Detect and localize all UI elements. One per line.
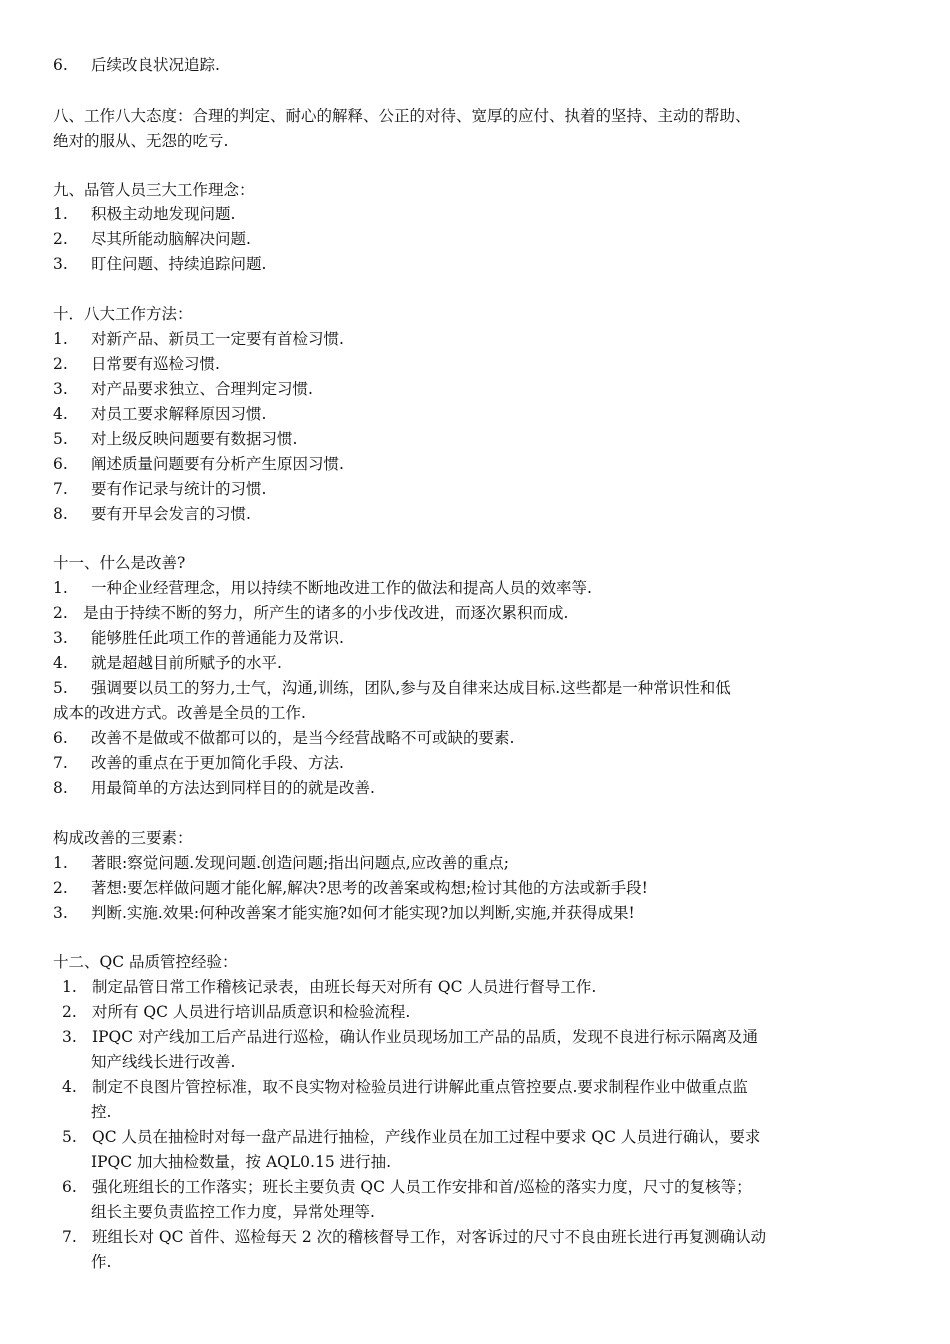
list-item	[53, 676, 913, 701]
item-text: IPQC 对产线加工后产品进行巡检，确认作业员现场加工产品的品质，发现不良进行标示隔离及通	[92, 1028, 759, 1046]
list-item	[53, 726, 913, 751]
item-number: 1.	[53, 205, 68, 223]
list-item	[53, 901, 913, 926]
section-8-line-2: 绝对的服从、无怨的吃亏.	[53, 132, 229, 150]
section-9-title: 九、品管人员三大工作理念：	[53, 181, 255, 199]
list-item	[53, 327, 913, 352]
list-item	[53, 452, 913, 477]
item-number: 3.	[53, 629, 68, 647]
list-item-continuation	[53, 701, 913, 726]
item-text: QC 人员在抽检时对每一盘产品进行抽检，产线作业员在加工过程中要求 QC 人员进行确认，要求	[92, 1128, 761, 1146]
item-number: 3.	[53, 255, 68, 273]
list-item-continuation: 组长主要负责监控工作力度，异常处理等.	[91, 1203, 375, 1221]
list-item	[53, 352, 913, 377]
item-text: 要有作记录与统计的习惯.	[91, 480, 267, 498]
item-number: 7.	[53, 480, 68, 498]
item-text: 后续改良状况追踪.	[91, 56, 220, 74]
list-item	[53, 502, 913, 527]
item-number: 8.	[53, 779, 68, 797]
list-item	[53, 601, 913, 626]
item-number: 4.	[53, 405, 68, 423]
item-number: 2.	[53, 604, 68, 622]
item-number: 6.	[62, 1178, 77, 1196]
list-item	[53, 751, 913, 776]
item-number: 3.	[62, 1028, 77, 1046]
list-item	[53, 252, 913, 277]
list-item	[62, 1025, 922, 1050]
list-item	[62, 1175, 922, 1200]
item-number: 7.	[62, 1228, 77, 1246]
list-item	[53, 876, 913, 901]
item-number: 8.	[53, 505, 68, 523]
item-text: 强化班组长的工作落实；班长主要负责 QC 人员工作安排和首/巡检的落实力度，尺寸的复核等；	[92, 1178, 752, 1196]
list-item	[53, 477, 913, 502]
item-number: 4.	[62, 1078, 77, 1096]
item-text: 就是超越目前所赋予的水平.	[91, 654, 282, 672]
section-11-title: 十一、什么是改善?	[53, 554, 186, 572]
item-text: 改善的重点在于更加简化手段、方法.	[91, 754, 344, 772]
list-item	[53, 576, 913, 601]
improvement-elements-title: 构成改善的三要素：	[53, 829, 193, 847]
list-item	[62, 975, 922, 1000]
item-text: 尽其所能动脑解决问题.	[91, 230, 251, 248]
list-item	[62, 1075, 922, 1100]
item-text: 改善不是做或不做都可以的，是当今经营战略不可或缺的要素.	[91, 729, 515, 747]
list-item	[53, 851, 913, 876]
item-number: 2.	[53, 879, 68, 897]
item-text: 制定不良图片管控标准，取不良实物对检验员进行讲解此重点管控要点.要求制程作业中做重点监	[92, 1078, 748, 1096]
item-text: 盯住问题、持续追踪问题.	[91, 255, 267, 273]
item-number: 2.	[62, 1003, 77, 1021]
item-number: 4.	[53, 654, 68, 672]
item-text: 一种企业经营理念，用以持续不断地改进工作的做法和提高人员的效率等.	[91, 579, 592, 597]
item-number: 2.	[53, 230, 68, 248]
list-item	[62, 1125, 922, 1150]
item-text: 积极主动地发现问题.	[91, 205, 236, 223]
list-item	[53, 377, 913, 402]
item-text: 对员工要求解释原因习惯.	[91, 405, 267, 423]
section-8-line-1: 八、工作八大态度：合理的判定、耐心的解释、公正的对待、宽厚的应付、执着的坚持、主动的帮助、	[53, 107, 751, 125]
list-item	[53, 776, 913, 801]
list-item	[53, 626, 913, 651]
list-item-continuation: 作.	[91, 1253, 112, 1271]
list-item	[53, 202, 913, 227]
list-item-continuation: 知产线线长进行改善.	[91, 1053, 236, 1071]
item-text: 对新产品、新员工一定要有首检习惯.	[91, 330, 344, 348]
item-number: 2.	[53, 355, 68, 373]
list-item	[62, 1225, 922, 1250]
item-number: 1.	[53, 579, 68, 597]
item-text: 用最简单的方法达到同样目的的就是改善.	[91, 779, 375, 797]
item-number: 7.	[53, 754, 68, 772]
item-text: 日常要有巡检习惯.	[91, 355, 220, 373]
item-text: 能够胜任此项工作的普通能力及常识.	[91, 629, 344, 647]
item-number: 6.	[53, 455, 68, 473]
item-number: 1.	[53, 854, 68, 872]
item-number: 5.	[53, 430, 68, 448]
list-item	[62, 1000, 922, 1025]
item-number: 1.	[62, 978, 77, 996]
item-number: 1.	[53, 330, 68, 348]
list-item	[53, 427, 913, 452]
list-item	[53, 227, 913, 252]
item-number: 6.	[53, 56, 68, 74]
list-item	[53, 651, 913, 676]
item-text: 要有开早会发言的习惯.	[91, 505, 251, 523]
item-number: 3.	[53, 380, 68, 398]
section-10-title: 十．八大工作方法：	[53, 305, 193, 323]
item-number: 3.	[53, 904, 68, 922]
item-text: 成本的改进方式。改善是全员的工作.	[53, 704, 306, 722]
item-text: 强调要以员工的努力,士气，沟通,训练，团队,参与及自律来达成目标.这些都是一种常识性和低	[91, 679, 731, 697]
list-item-continuation: IPQC 加大抽检数量，按 AQL0.15 进行抽.	[91, 1153, 392, 1171]
item-text: 阐述质量问题要有分析产生原因习惯.	[91, 455, 344, 473]
item-text: 班组长对 QC 首件、巡检每天 2 次的稽核督导工作，对客诉过的尺寸不良由班长进行再复测确认动	[92, 1228, 767, 1246]
item-text: 是由于持续不断的努力，所产生的诸多的小步伐改进，而逐次累积而成.	[83, 604, 569, 622]
list-item	[53, 402, 913, 427]
list-item	[53, 53, 913, 78]
item-text: 著想:要怎样做问题才能化解,解决?思考的改善案或构想;检讨其他的方法或新手段!	[91, 879, 648, 897]
item-text: 著眼:察觉问题.发现问题.创造问题;指出问题点,应改善的重点;	[91, 854, 509, 872]
item-number: 5.	[53, 679, 68, 697]
item-number: 6.	[53, 729, 68, 747]
list-item-continuation: 控.	[91, 1103, 112, 1121]
item-text: 制定品管日常工作稽核记录表，由班长每天对所有 QC 人员进行督导工作.	[92, 978, 597, 996]
item-text: 对上级反映问题要有数据习惯.	[91, 430, 298, 448]
item-text: 对所有 QC 人员进行培训品质意识和检验流程.	[92, 1003, 411, 1021]
item-number: 5.	[62, 1128, 77, 1146]
item-text: 判断.实施.效果:何种改善案才能实施?如何才能实现?加以判断,实施,并获得成果!	[91, 904, 635, 922]
section-12-title: 十二、QC 品质管控经验：	[53, 953, 238, 971]
item-text: 对产品要求独立、合理判定习惯.	[91, 380, 313, 398]
